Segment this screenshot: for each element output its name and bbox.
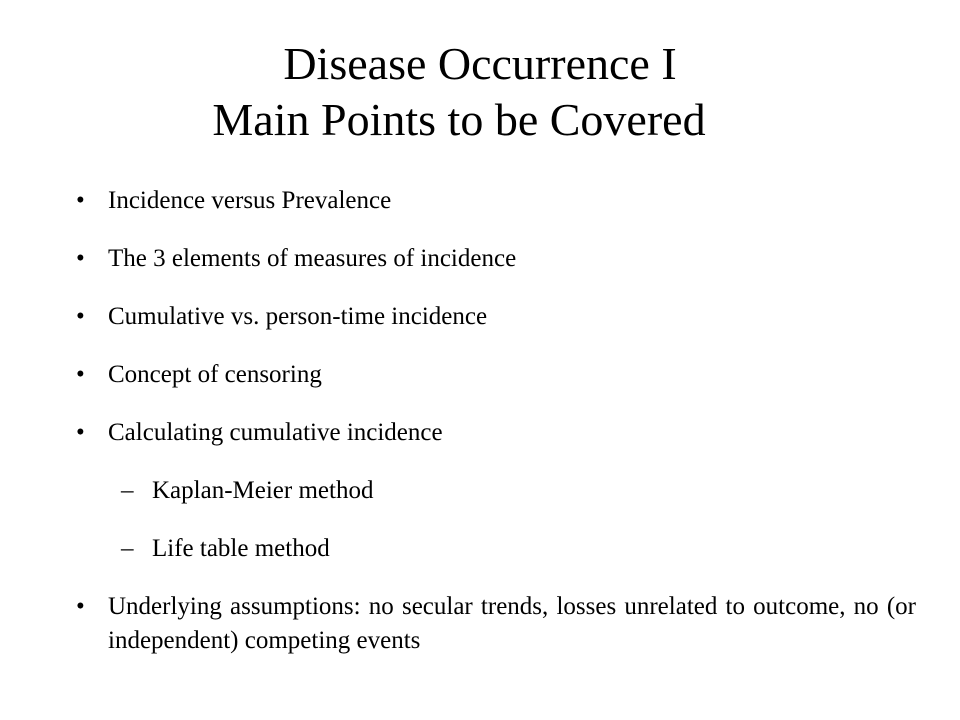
sub-list-item — [76, 474, 916, 508]
bullet-marker: • — [76, 593, 85, 620]
list-item-text: Underlying assumptions: no secular trends, losses unrelated to outcome, no (or independent) competing events — [108, 593, 916, 654]
list-item — [76, 358, 916, 392]
title-line-1: Disease Occurrence I — [283, 38, 677, 89]
list-item-text: Incidence versus Prevalence — [108, 187, 392, 214]
bullet-marker: • — [76, 245, 85, 272]
list-item-text: Cumulative vs. person-time incidence — [108, 303, 488, 330]
slide-title — [0, 36, 960, 148]
list-item-text: The 3 elements of measures of incidence — [108, 245, 517, 272]
list-item — [76, 184, 916, 218]
bullet-list — [76, 184, 916, 682]
sub-list-item — [76, 532, 916, 566]
list-item — [76, 416, 916, 450]
sub-bullet-marker: – — [121, 535, 134, 562]
sub-list-item-text: Life table method — [152, 535, 330, 562]
title-line-2: Main Points to be Covered — [212, 94, 706, 145]
bullet-marker: • — [76, 361, 85, 388]
sub-list-item-text: Kaplan-Meier method — [152, 477, 374, 504]
bullet-marker: • — [76, 187, 85, 214]
bullet-marker: • — [76, 303, 85, 330]
list-item — [76, 242, 916, 276]
list-item-text: Concept of censoring — [108, 361, 322, 388]
list-item — [76, 300, 916, 334]
list-item-text: Calculating cumulative incidence — [108, 419, 443, 446]
bullet-marker: • — [76, 419, 85, 446]
list-item — [76, 590, 916, 658]
sub-bullet-marker: – — [121, 477, 134, 504]
